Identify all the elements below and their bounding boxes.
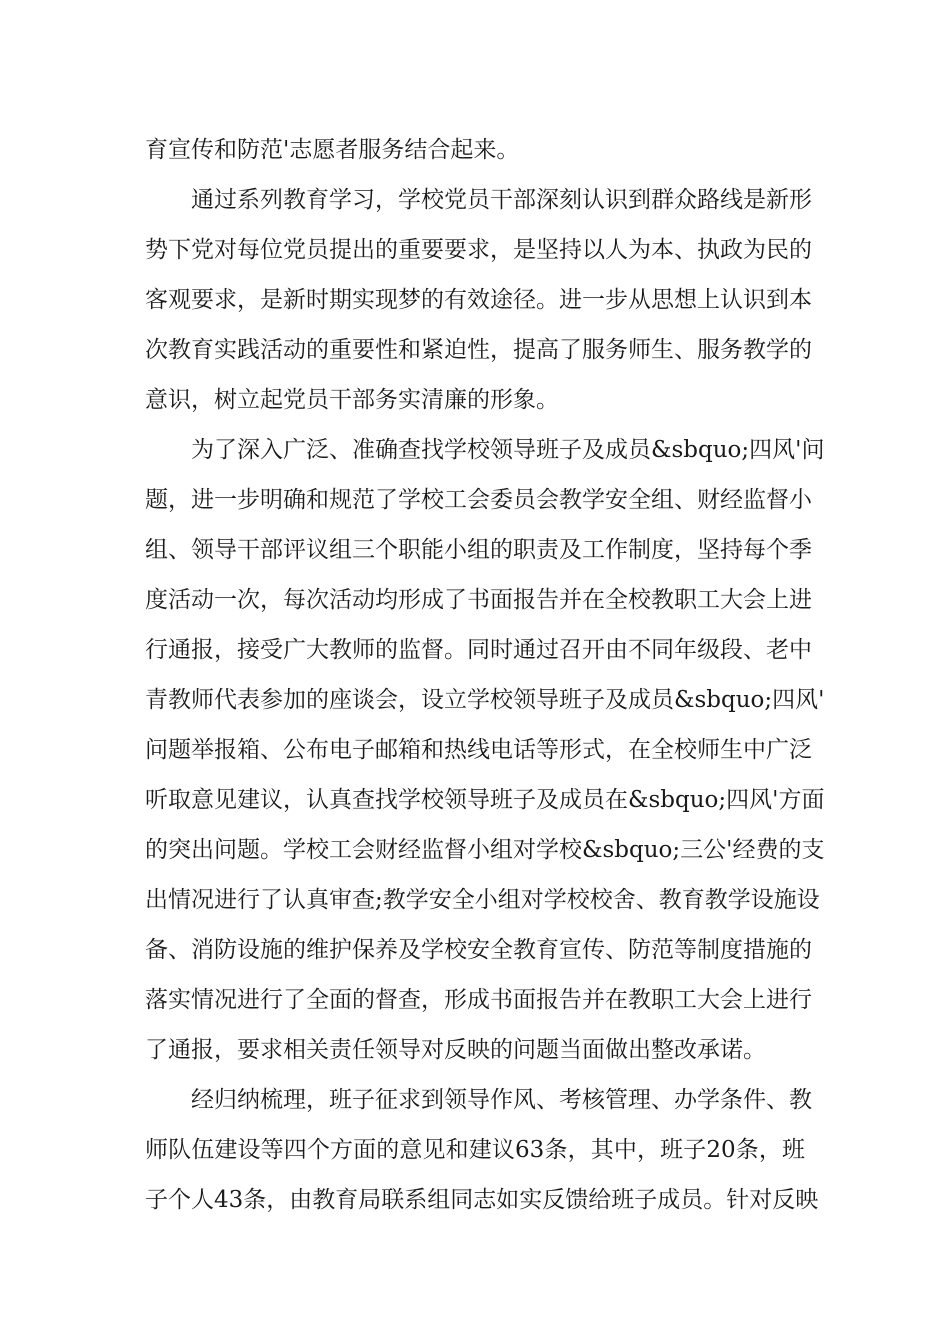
paragraph-1-line-1: 育宣传和防范'志愿者服务结合起来。 xyxy=(145,137,520,163)
paragraph-3-line-5: 行通报，接受广大教师的监督。同时通过召开由不同年级段、老中 xyxy=(145,637,812,663)
paragraph-3-line-7: 问题举报箱、公布电子邮箱和热线电话等形式，在全校师生中广泛 xyxy=(145,737,812,763)
paragraph-3-line-13: 了通报，要求相关责任领导对反映的问题当面做出整改承诺。 xyxy=(145,1037,766,1063)
paragraph-2-line-3: 客观要求，是新时期实现梦的有效途径。进一步从思想上认识到本 xyxy=(145,287,812,313)
paragraph-3-line-9: 的突出问题。学校工会财经监督小组对学校&sbquo;三公'经费的支 xyxy=(145,837,825,863)
paragraph-4-line-2: 师队伍建设等四个方面的意见和建议63条，其中，班子20条，班 xyxy=(145,1137,805,1163)
paragraph-3-line-11: 备、消防设施的维护保养及学校安全教育宣传、防范等制度措施的 xyxy=(145,937,812,963)
paragraph-3-line-6: 青教师代表参加的座谈会，设立学校领导班子及成员&sbquo;四风' xyxy=(145,687,825,713)
paragraph-2-line-5: 意识，树立起党员干部务实清廉的形象。 xyxy=(145,387,559,413)
paragraph-2-line-2: 势下党对每位党员提出的重要要求，是坚持以人为本、执政为民的 xyxy=(145,237,812,263)
paragraph-4-line-1: 经归纳梳理，班子征求到领导作风、考核管理、办学条件、教 xyxy=(191,1087,812,1113)
paragraph-3-line-10: 出情况进行了认真审查;教学安全小组对学校校舍、教育教学设施设 xyxy=(145,887,820,913)
paragraph-3-line-1: 为了深入广泛、准确查找学校领导班子及成员&sbquo;四风'问 xyxy=(191,437,825,463)
paragraph-2-line-4: 次教育实践活动的重要性和紧迫性，提高了服务师生、服务教学的 xyxy=(145,337,812,363)
paragraph-4-line-3: 子个人43条，由教育局联系组同志如实反馈给班子成员。针对反映 xyxy=(145,1187,819,1213)
paragraph-3-line-12: 落实情况进行了全面的督查，形成书面报告并在教职工大会上进行 xyxy=(145,987,812,1013)
paragraph-2-line-1: 通过系列教育学习，学校党员干部深刻认识到群众路线是新形 xyxy=(191,187,812,213)
paragraph-3-line-3: 组、领导干部评议组三个职能小组的职责及工作制度，坚持每个季 xyxy=(145,537,812,563)
paragraph-3-line-4: 度活动一次，每次活动均形成了书面报告并在全校教职工大会上进 xyxy=(145,587,812,613)
paragraph-3-line-8: 听取意见建议，认真查找学校领导班子及成员在&sbquo;四风'方面 xyxy=(145,787,825,813)
paragraph-3-line-2: 题，进一步明确和规范了学校工会委员会教学安全组、财经监督小 xyxy=(145,487,812,513)
